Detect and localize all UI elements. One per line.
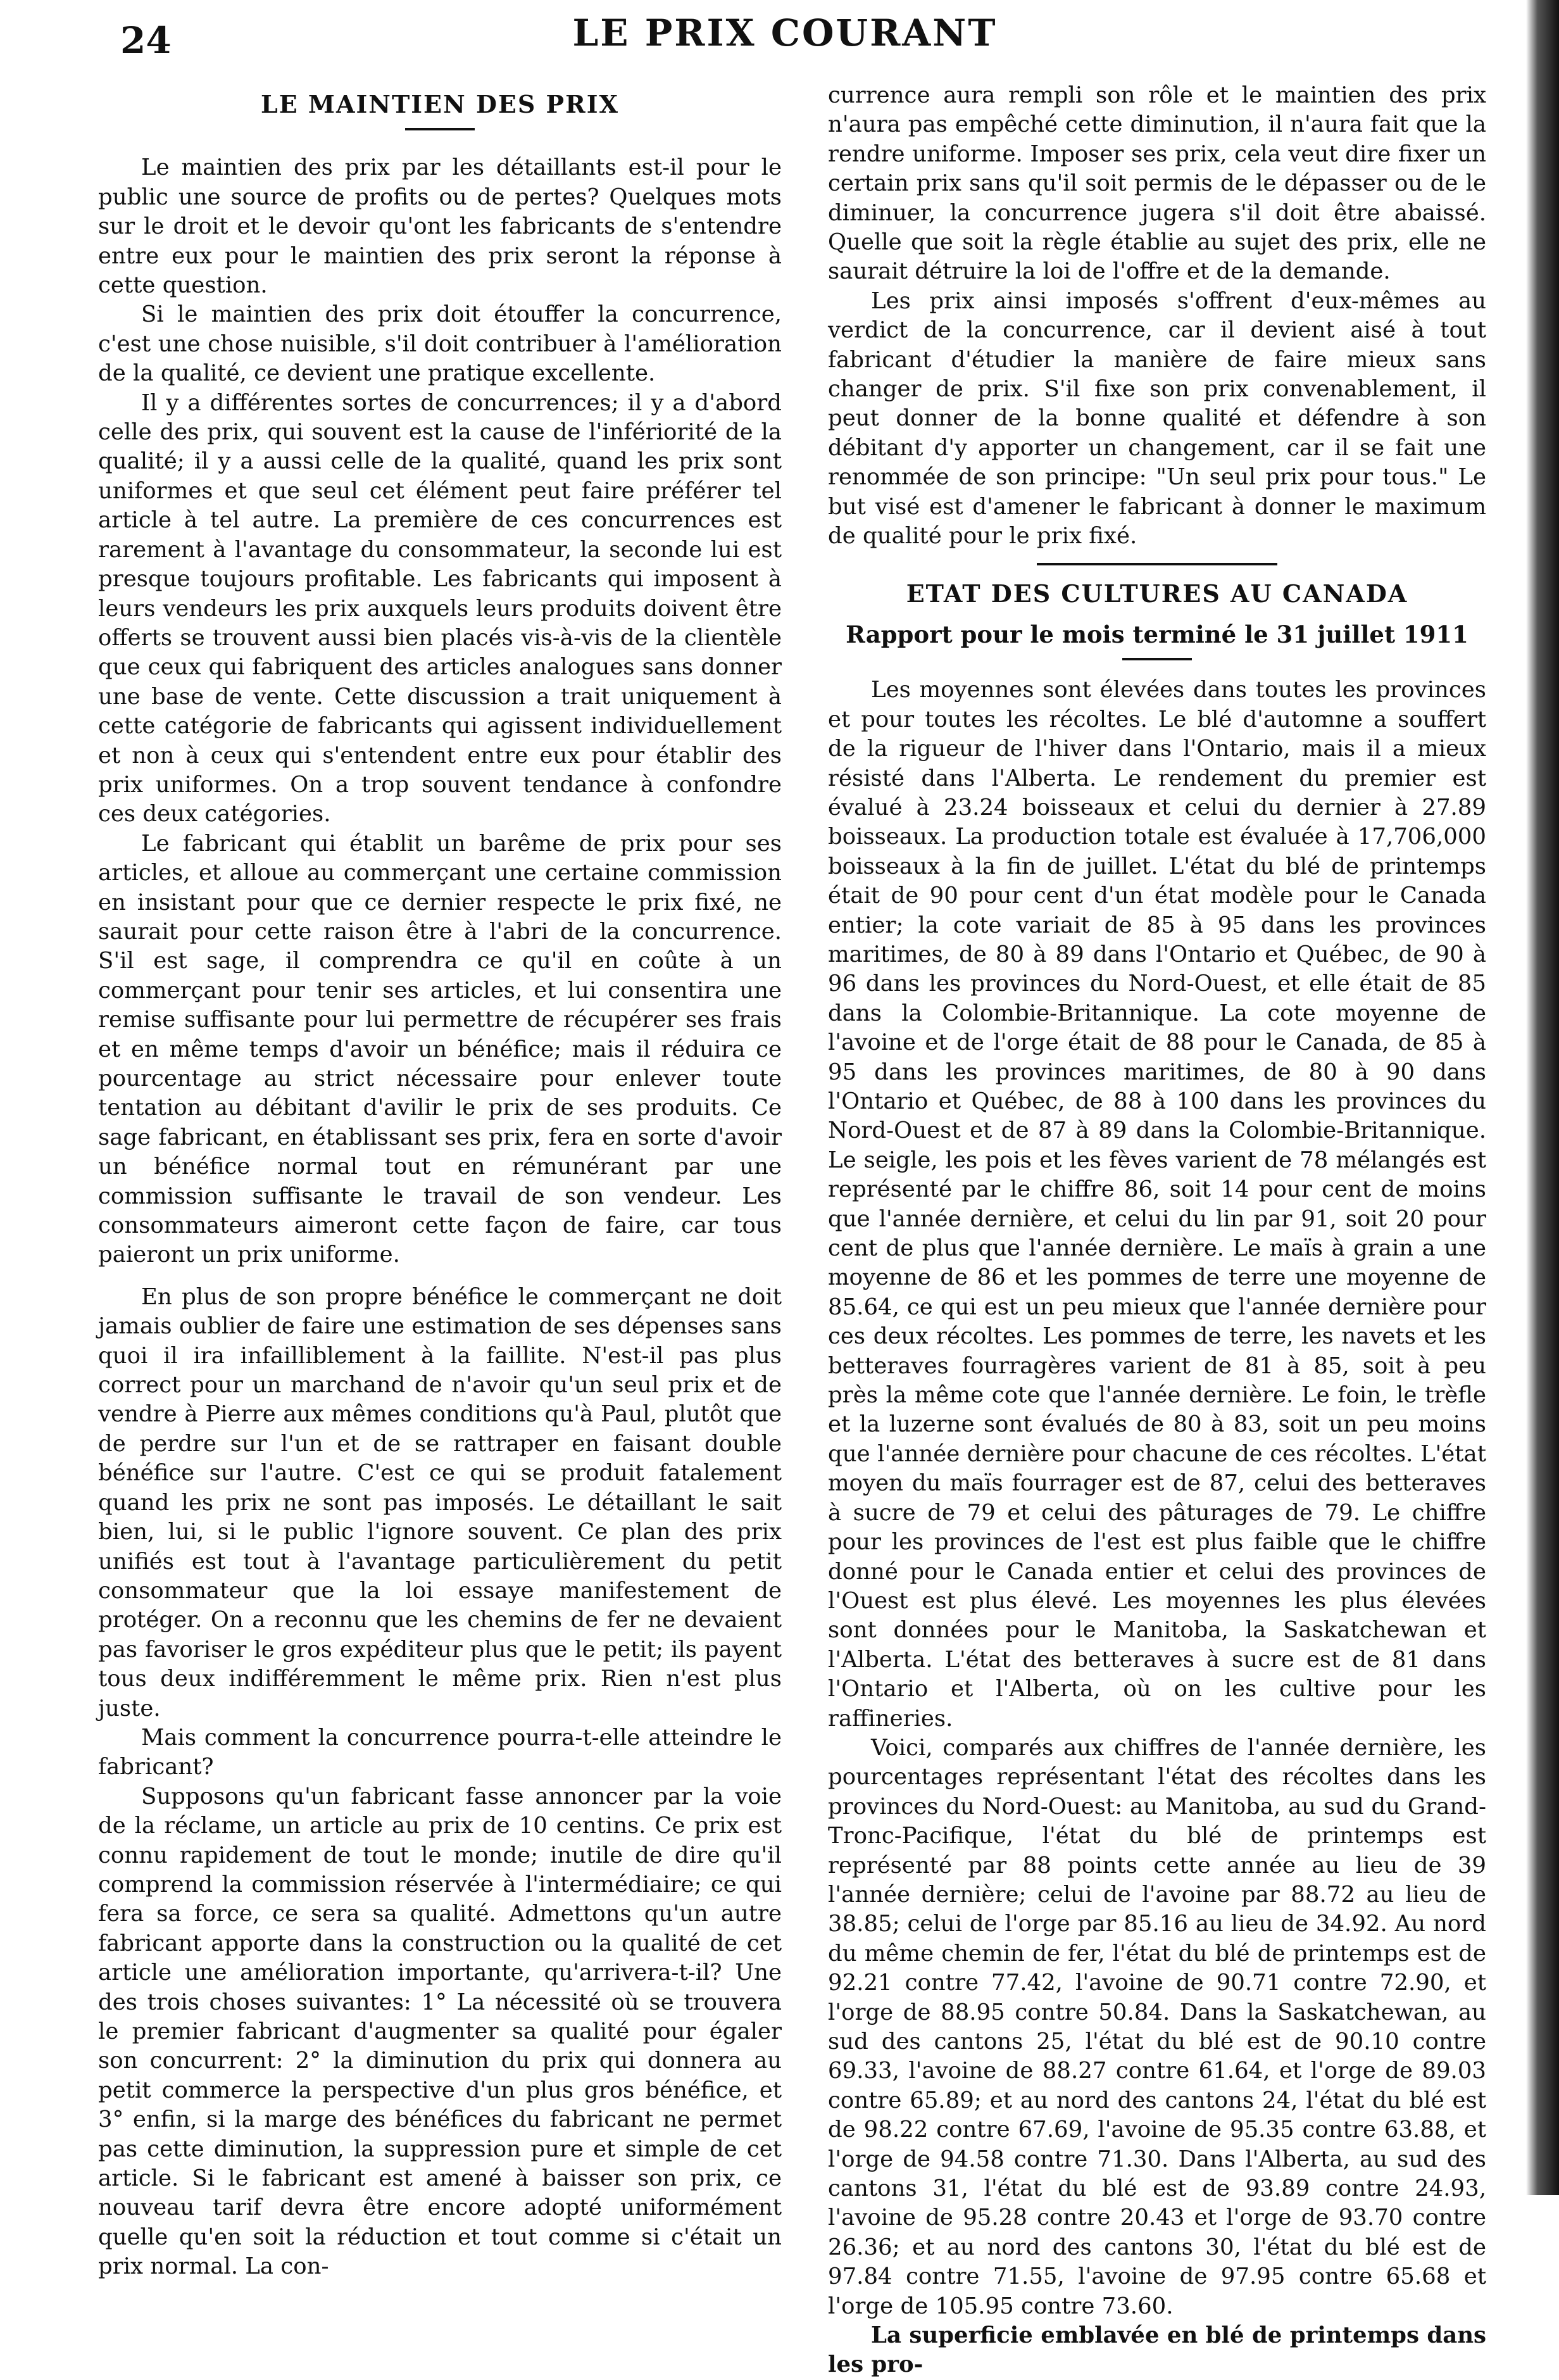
paragraph-gap [98, 1270, 782, 1283]
paragraph-continued: currence aura rempli son rôle et le maintien des prix n'aura pas empêché cette diminution, il n'aura fait que la rendre uniforme. Imposer ses prix, cela veut dire fixer un certain prix sans qu'il soit permis de le dépasser ou de le diminuer, la concurrence jugera s'il doit être abaissé. Quelle que soit la règle établie au sujet des prix, elle ne saurait détruire la loi de l'offre et de la demande. [828, 82, 1486, 285]
section-rule [1037, 563, 1277, 565]
article-title-cultures: ETAT DES CULTURES AU CANADA [906, 579, 1408, 608]
paragraph: La superficie emblavée en blé de printemps dans les pro- [828, 2322, 1486, 2378]
page-number: 24 [120, 19, 172, 62]
paragraph: En plus de son propre bénéfice le commerçant ne doit jamais oublier de faire une estimation de ses dépenses sans quoi il ira infailliblement à la faillite. N'est-il pas plus correct pour un marchand de n'avoir qu'un seul prix et de vendre à Pierre aux mêmes conditions qu'à Paul, plutôt que de perdre sur l'un et de se rattraper en faisant double bénéfice sur l'autre. C'est ce qui se produit fatalement quand les prix ne sont pas imposés. Le détaillant le sait bien, lui, si le public l'ignore souvent. Ce plan des prix unifiés est tout à l'avantage particulièrement du petit consommateur que la loi essaye manifestement de protéger. On a reconnu que les chemins de fer ne devaient pas favoriser le gros expéditeur plus que le petit; ils payent tous deux indifféremment le même prix. Rien n'est plus juste. [98, 1283, 782, 1722]
paragraph: Mais comment la concurrence pourra-t-elle atteindre le fabricant? [98, 1724, 782, 1780]
running-title: LE PRIX COURANT [572, 11, 998, 54]
paragraph: Voici, comparés aux chiffres de l'année dernière, les pourcentages représentant l'état des récoltes dans les provinces du Nord-Ouest: au Manitoba, au sud du Grand-Tronc-Pacifique, l'état du blé de printemps est représenté par 88 points cette année au lieu de 39 l'année dernière; celui de l'avoine par 88.72 au lieu de 38.85; celui de l'orge par 85.16 au lieu de 34.92. Au nord du même chemin de fer, l'état du blé de printemps est de 92.21 contre 77.42, l'avoine de 90.71 contre 72.90, et l'orge de 88.95 contre 50.84. Dans la Saskatchewan, au sud des cantons 25, l'état du blé est de 90.10 contre 69.33, l'avoine de 88.27 contre 61.64, et l'orge de 89.03 contre 65.89; et au nord des cantons 24, l'état du blé est de 98.22 contre 67.69, l'avoine de 95.35 contre 63.88, et l'orge de 94.58 contre 71.30. Dans l'Alberta, au sud des cantons 31, l'état du blé est de 93.89 contre 24.93, l'avoine de 95.28 contre 20.43 et l'orge de 93.70 contre 26.36; et au nord des cantons 30, l'état du blé est de 97.84 contre 71.55, l'avoine de 97.95 contre 65.68 et l'orge de 105.95 contre 73.60. [828, 1734, 1486, 2319]
right-column [828, 81, 1486, 2380]
paragraph: Il y a différentes sortes de concurrences; il y a d'abord celle des prix, qui souvent est la cause de l'infériorité de la qualité; il y a aussi celle de la qualité, quand les prix sont uniformes et que seul cet élément peut faire préférer tel article à tel autre. La première de ces concurrences est rarement à l'avantage du consommateur, la seconde lui est presque toujours profitable. Les fabricants qui imposent à leurs vendeurs les prix auxquels leurs produits doivent être offerts se trouvent aussi bien placés vis-à-vis de la clientèle que ceux qui fabriquent des articles analogues sans donner une base de vente. Cette discussion a trait uniquement à cette catégorie de fabricants qui agissent individuellement et non à ceux qui s'entendent entre eux pour établir des prix uniformes. On a trop souvent tendance à confondre ces deux catégories. [98, 389, 782, 828]
page-edge-shadow [1526, 0, 1559, 2195]
paragraph: Le fabricant qui établit un barême de prix pour ses articles, et alloue au commerçant une certaine commission en insistant pour que ce dernier respecte le prix fixé, ne saurait pour cette raison être à l'abri de la concurrence. S'il est sage, il comprendra ce qu'il en coûte à un commerçant pour tenir ses articles, et lui consentira une remise suffisante pour lui permettre de récupérer ses frais et en même temps d'avoir un bénéfice; mais il réduira ce pourcentage au strict nécessaire pour enlever toute tentation au débitant d'avilir le prix de ses produits. Ce sage fabricant, en établissant ses prix, fera en sorte d'avoir un bénéfice normal tout en rémunérant par une commission suffisante le travail de son vendeur. Les consommateurs aimeront cette façon de faire, car tous paieront un prix uniforme. [98, 830, 782, 1268]
article-subtitle: Rapport pour le mois terminé le 31 juillet 1911 [846, 620, 1468, 648]
article-title-maintien: LE MAINTIEN DES PRIX [261, 90, 619, 118]
left-column [98, 82, 782, 2282]
subtitle-rule [1122, 658, 1192, 660]
paragraph: Les prix ainsi imposés s'offrent d'eux-mêmes au verdict de la concurrence, car il devient aisé à tout fabricant d'étudier la manière de faire mieux sans changer de prix. S'il fixe son prix convenablement, il peut donner de la bonne qualité et défendre à son débitant d'y apporter un changement, car il se fait une renommée de son principe: "Un seul prix pour tous." Le but visé est d'amener le fabricant à donner le maximum de qualité pour le prix fixé. [828, 287, 1486, 550]
paragraph: Le maintien des prix par les détaillants est-il pour le public une source de profits ou de pertes? Quelques mots sur le droit et le devoir qu'ont les fabricants de s'entendre entre eux pour le maintien des prix seront la réponse à cette question. [98, 154, 782, 299]
paragraph: Supposons qu'un fabricant fasse annoncer par la voie de la réclame, un article au prix de 10 centins. Ce prix est connu rapidement de tout le monde; inutile de dire qu'il comprend la commission réservée à l'intermédiaire; ce qui fera sa force, ce sera sa qualité. Admettons qu'un autre fabricant apporte dans la construction ou la qualité de cet article une amélioration importante, qu'arrivera-t-il? Une des trois choses suivantes: 1° La nécessité où se trouvera le premier fabricant d'augmenter sa qualité pour égaler son concurrent: 2° la diminution du prix qui donnera au petit commerce la perspective d'un plus gros bénéfice, et 3° enfin, si la marge des bénéfices du fabricant ne permet pas cette diminution, la suppression pure et simple de cet article. Si le fabricant est amené à baisser son prix, ce nouveau tarif devra être encore adopté uniformément quelle qu'en soit la réduction et tout comme si c'était un prix normal. La con- [98, 1783, 782, 2280]
title-gap [828, 608, 1486, 620]
paragraph: Si le maintien des prix doit étouffer la concurrence, c'est une chose nuisible, s'il doit contribuer à l'amélioration de la qualité, ce devient une pratique excellente. [98, 301, 782, 387]
title-rule [405, 128, 475, 130]
paragraph: Les moyennes sont élevées dans toutes les provinces et pour toutes les récoltes. Le blé d'automne a souffert de la rigueur de l'hiver dans l'Ontario, mais il a mieux résisté dans l'Alberta. Le rendement du premier est évalué à 23.24 boisseaux et celui du dernier à 27.89 boisseaux. La production totale est évaluée à 17,706,000 boisseaux à la fin de juillet. L'état du blé de printemps était de 90 pour cent d'un état modèle pour le Canada entier; la cote variait de 85 à 95 dans les provinces maritimes, de 80 à 89 dans l'Ontario et Québec, de 90 à 96 dans les provinces du Nord-Ouest, et elle était de 85 dans la Colombie-Britannique. La cote moyenne de l'avoine et de l'orge était de 88 pour le Canada, de 85 à 95 dans les provinces maritimes, de 80 à 90 dans l'Ontario et Québec, de 88 à 100 dans les provinces du Nord-Ouest et de 87 à 89 dans la Colombie-Britannique. Le seigle, les pois et les fèves varient de 78 mélangés est représenté par le chiffre 86, soit 14 pour cent de moins que l'année dernière, et celui du lin par 91, soit 20 pour cent de plus que l'année dernière. Le maïs à grain a une moyenne de 86 et les pommes de terre une moyenne de 85.64, ce qui est un peu mieux que l'année dernière pour ces deux récoltes. Les pommes de terre, les navets et les betteraves fourragères varient de 81 à 85, soit à peu près la même cote que l'année dernière. Le foin, le trèfle et la luzerne sont évalués de 80 à 83, soit un peu moins que l'année dernière pour chacune de ces récoltes. L'état moyen du maïs fourrager est de 87, celui des betteraves à sucre de 79 et celui des pâturages de 79. Le chiffre pour les provinces de l'est est plus faible que le chiffre donné pour le Canada entier et celui des provinces de l'Ouest est plus élevé. Les moyennes les plus élevées sont données pour le Manitoba, la Saskatchewan et l'Alberta. L'état des betteraves à sucre est de 81 dans l'Ontario et l'Alberta, où on les cultive pour les raffineries. [828, 677, 1486, 1732]
